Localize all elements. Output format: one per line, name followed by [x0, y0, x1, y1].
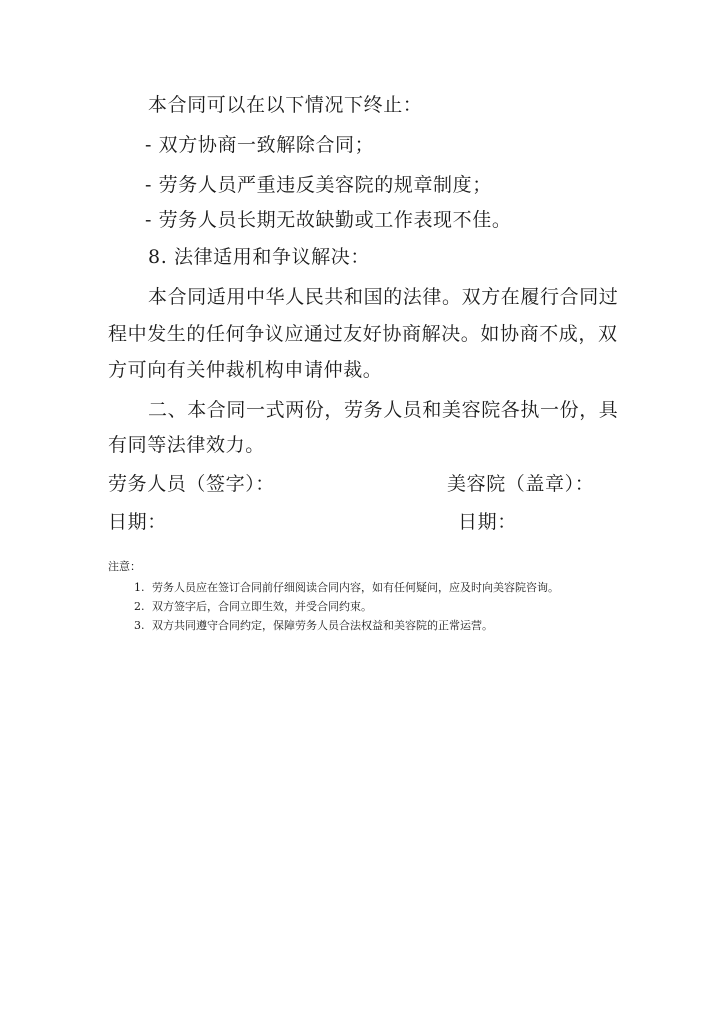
law-paragraph-line: 方可向有关仲裁机构申请仲裁。 — [108, 359, 383, 381]
note-text: 双方共同遵守合同约定，保障劳务人员合法权益和美容院的正常运营。 — [152, 619, 493, 632]
termination-intro: 本合同可以在以下情况下终止： — [148, 94, 423, 116]
termination-item: - 劳务人员严重违反美容院的规章制度； — [145, 174, 492, 196]
salon-seal-label: 美容院（盖章）： — [447, 473, 595, 495]
note-text: 双方签字后，合同立即生效，并受合同约束。 — [152, 600, 372, 613]
worker-signature-label: 劳务人员（签字）： — [108, 473, 275, 495]
note-item — [134, 600, 372, 614]
notes-title: 注意： — [108, 560, 141, 573]
worker-date-label: 日期： — [108, 511, 167, 533]
termination-item: - 双方协商一致解除合同； — [145, 134, 375, 156]
termination-item: - 劳务人员长期无故缺勤或工作表现不佳。 — [145, 209, 512, 231]
law-paragraph-line: 本合同适用中华人民共和国的法律。双方在履行合同过 — [148, 286, 619, 308]
law-paragraph-line: 程中发生的任何争议应通过友好协商解决。如协商不成，双 — [108, 323, 618, 345]
note-number: 1. — [134, 581, 145, 594]
copies-paragraph-line: 二、本合同一式两份，劳务人员和美容院各执一份，具 — [148, 399, 619, 421]
note-number: 3. — [134, 619, 145, 632]
note-item — [134, 619, 493, 633]
note-number: 2. — [134, 600, 145, 613]
note-text: 劳务人员应在签订合同前仔细阅读合同内容，如有任何疑问，应及时向美容院咨询。 — [152, 581, 559, 594]
copies-paragraph-line: 有同等法律效力。 — [108, 434, 265, 456]
section-heading-law: 8. 法律适用和争议解决： — [148, 246, 370, 268]
salon-date-label: 日期： — [458, 511, 517, 533]
note-item — [134, 581, 559, 595]
